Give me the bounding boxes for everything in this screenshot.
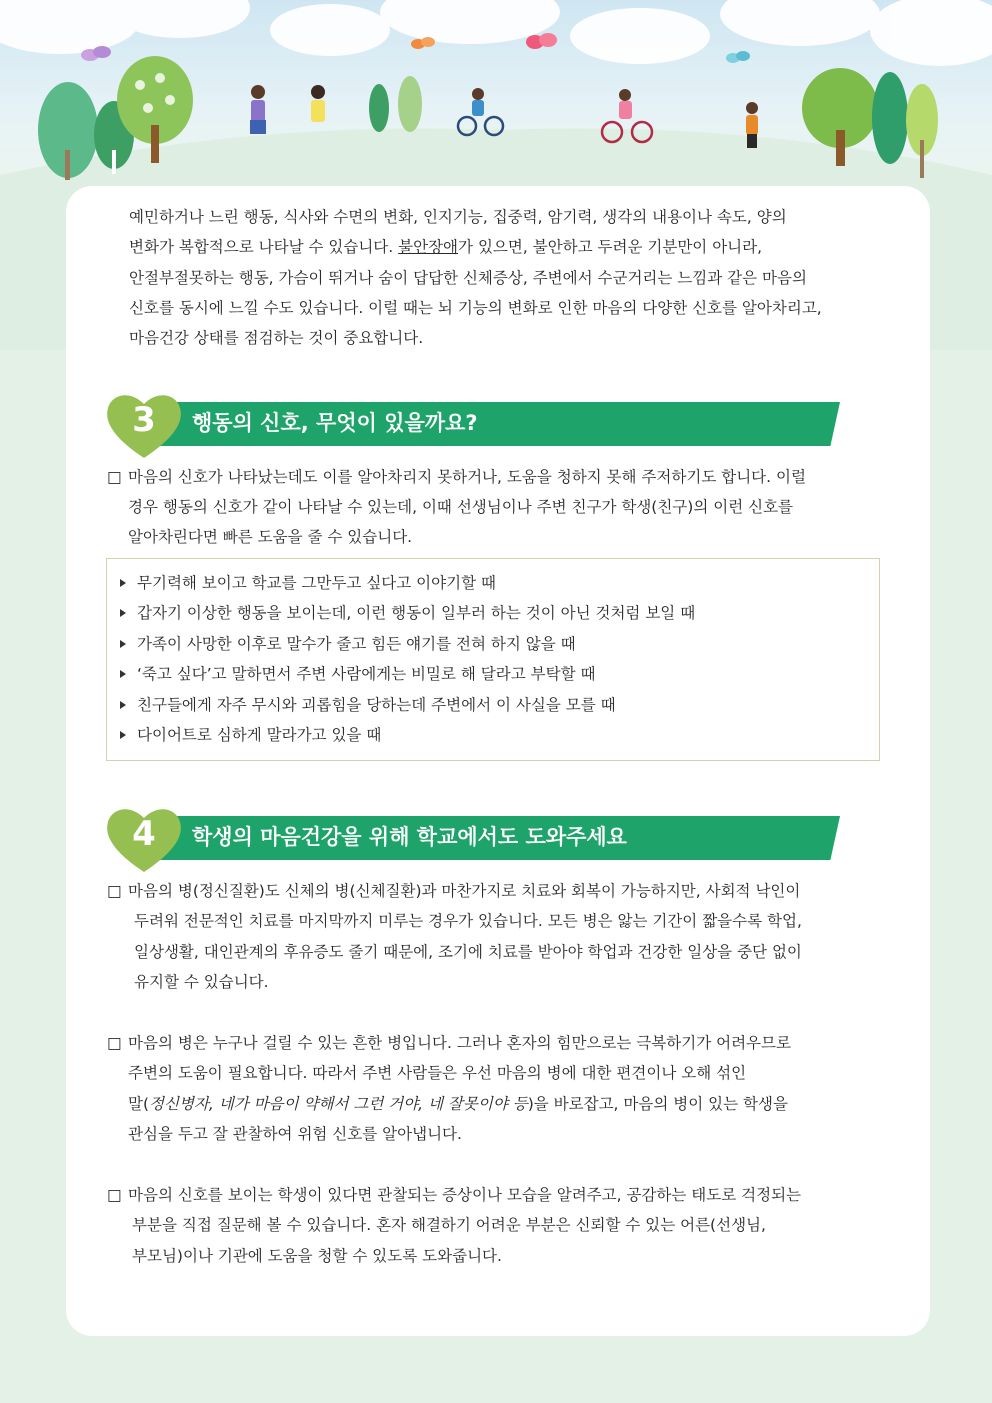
person-icon — [746, 102, 758, 148]
intro-text: 변화가 복합적으로 나타날 수 있습니다. — [129, 238, 399, 256]
s4p2-line-3 — [128, 1089, 890, 1120]
s4p2-text: )을 바로잡고, 마음의 병이 있는 학생을 — [527, 1095, 788, 1113]
checkbox-icon: □ — [107, 468, 122, 486]
butterfly-icon — [411, 37, 435, 49]
intro-line-1: 예민하거나 느린 행동, 식사와 수면의 변화, 인지기능, 집중력, 암기력, 생각의 내용이나 속도, 양의 — [129, 208, 787, 226]
s4p1-line-4: 유지할 수 있습니다. — [134, 973, 269, 991]
prejudice-examples: 정신병자, 네가 마음이 약해서 그런 거야, 네 잘못이야 등 — [149, 1095, 528, 1113]
list-item: ‘죽고 싶다’고 말하면서 주변 사람에게는 비밀로 해 달라고 부탁할 때 — [137, 665, 596, 683]
checkbox-icon: □ — [107, 882, 122, 900]
list-item: 가족이 사망한 이후로 말수가 줄고 힘든 얘기를 전혀 하지 않을 때 — [137, 635, 576, 653]
section-number: 3 — [132, 400, 156, 440]
section-3-header — [104, 388, 844, 452]
s4p2-line-1: 마음의 병은 누구나 걸릴 수 있는 흔한 병입니다. 그러나 혼자의 힘만으로는 극복하기가 어려우므로 — [128, 1034, 791, 1052]
park-scene-illustration — [0, 0, 992, 200]
intro-line-5: 마음건강 상태를 점검하는 것이 중요합니다. — [129, 329, 424, 347]
s4p2-line-2: 주변의 도움이 필요합니다. 따라서 주변 사람들은 우선 마음의 병에 대한 편견이나 오해 섞인 — [128, 1064, 747, 1082]
checkbox-icon: □ — [107, 1034, 122, 1052]
s4p3-line-2: 부분을 직접 질문해 볼 수 있습니다. 혼자 해결하기 어려운 부분은 신뢰할 수 있는 어른(선생님, — [132, 1216, 766, 1234]
section-title: 행동의 신호, 무엇이 있을까요? — [192, 411, 478, 435]
section-4-header — [104, 802, 844, 866]
checkbox-icon: □ — [107, 1186, 122, 1204]
intro-text: 가 있으면, 불안하고 두려운 기분만이 아니라, — [458, 238, 763, 256]
cyclist-icon — [458, 88, 503, 135]
intro-line-3: 안절부절못하는 행동, 가슴이 뛰거나 숨이 답답한 신체증상, 주변에서 수군거리는 느낌과 같은 마음의 — [129, 269, 807, 287]
s4p1-line-3: 일상생활, 대인관계의 후유증도 줄기 때문에, 조기에 치료를 받아야 학업과 건강한 일상을 중단 없이 — [134, 943, 802, 961]
s4p1-line-1: 마음의 병(정신질환)도 신체의 병(신체질환)과 마찬가지로 치료와 회복이 가능하지만, 사회적 낙인이 — [128, 882, 801, 900]
cloud-icon — [0, 0, 992, 66]
s4p2-text: 말( — [128, 1095, 150, 1113]
s3-line-2: 경우 행동의 신호가 같이 나타날 수 있는데, 이때 선생님이나 주변 친구가 학생(친구)의 이런 신호를 — [128, 498, 794, 516]
butterfly-icon — [726, 51, 750, 63]
s3-line-1: 마음의 신호가 나타났는데도 이를 알아차리지 못하거나, 도움을 청하지 못해 주저하기도 합니다. 이럴 — [128, 468, 806, 486]
warning-signs-box — [106, 558, 880, 761]
tree-icon — [369, 76, 422, 132]
s3-line-3: 알아차린다면 빠른 도움을 줄 수 있습니다. — [128, 528, 413, 546]
content-card — [66, 186, 930, 1336]
list-item: 친구들에게 자주 무시와 괴롭힘을 당하는데 주변에서 이 사실을 모를 때 — [137, 696, 616, 714]
anxiety-disorder-term: 불안장애 — [398, 238, 459, 256]
s4p3-line-1: 마음의 신호를 보이는 학생이 있다면 관찰되는 증상이나 모습을 알려주고, 공감하는 태도로 걱정되는 — [128, 1186, 802, 1204]
section-title: 학생의 마음건강을 위해 학교에서도 도와주세요 — [192, 825, 627, 849]
intro-line-2 — [129, 232, 889, 263]
s4p1-line-2: 두려워 전문적인 치료를 마지막까지 미루는 경우가 있습니다. 모든 병은 앓는 기간이 짧을수록 학업, — [134, 912, 802, 930]
person-icon — [250, 85, 266, 134]
intro-line-4: 신호를 동시에 느낄 수도 있습니다. 이럴 때는 뇌 기능의 변화로 인한 마음의 다양한 신호를 알아차리고, — [129, 299, 822, 317]
list-item: 다이어트로 심하게 말라가고 있을 때 — [137, 726, 382, 744]
list-item: 무기력해 보이고 학교를 그만두고 싶다고 이야기할 때 — [137, 574, 496, 592]
s4p2-line-4: 관심을 두고 잘 관찰하여 위험 신호를 알아냅니다. — [128, 1125, 462, 1143]
section-number: 4 — [132, 814, 156, 854]
s4p3-line-3: 부모님)이나 기관에 도움을 청할 수 있도록 도와줍니다. — [132, 1247, 502, 1265]
list-item: 갑자기 이상한 행동을 보이는데, 이런 행동이 일부러 하는 것이 아닌 것처럼 보일 때 — [137, 604, 696, 622]
person-icon — [311, 85, 325, 122]
